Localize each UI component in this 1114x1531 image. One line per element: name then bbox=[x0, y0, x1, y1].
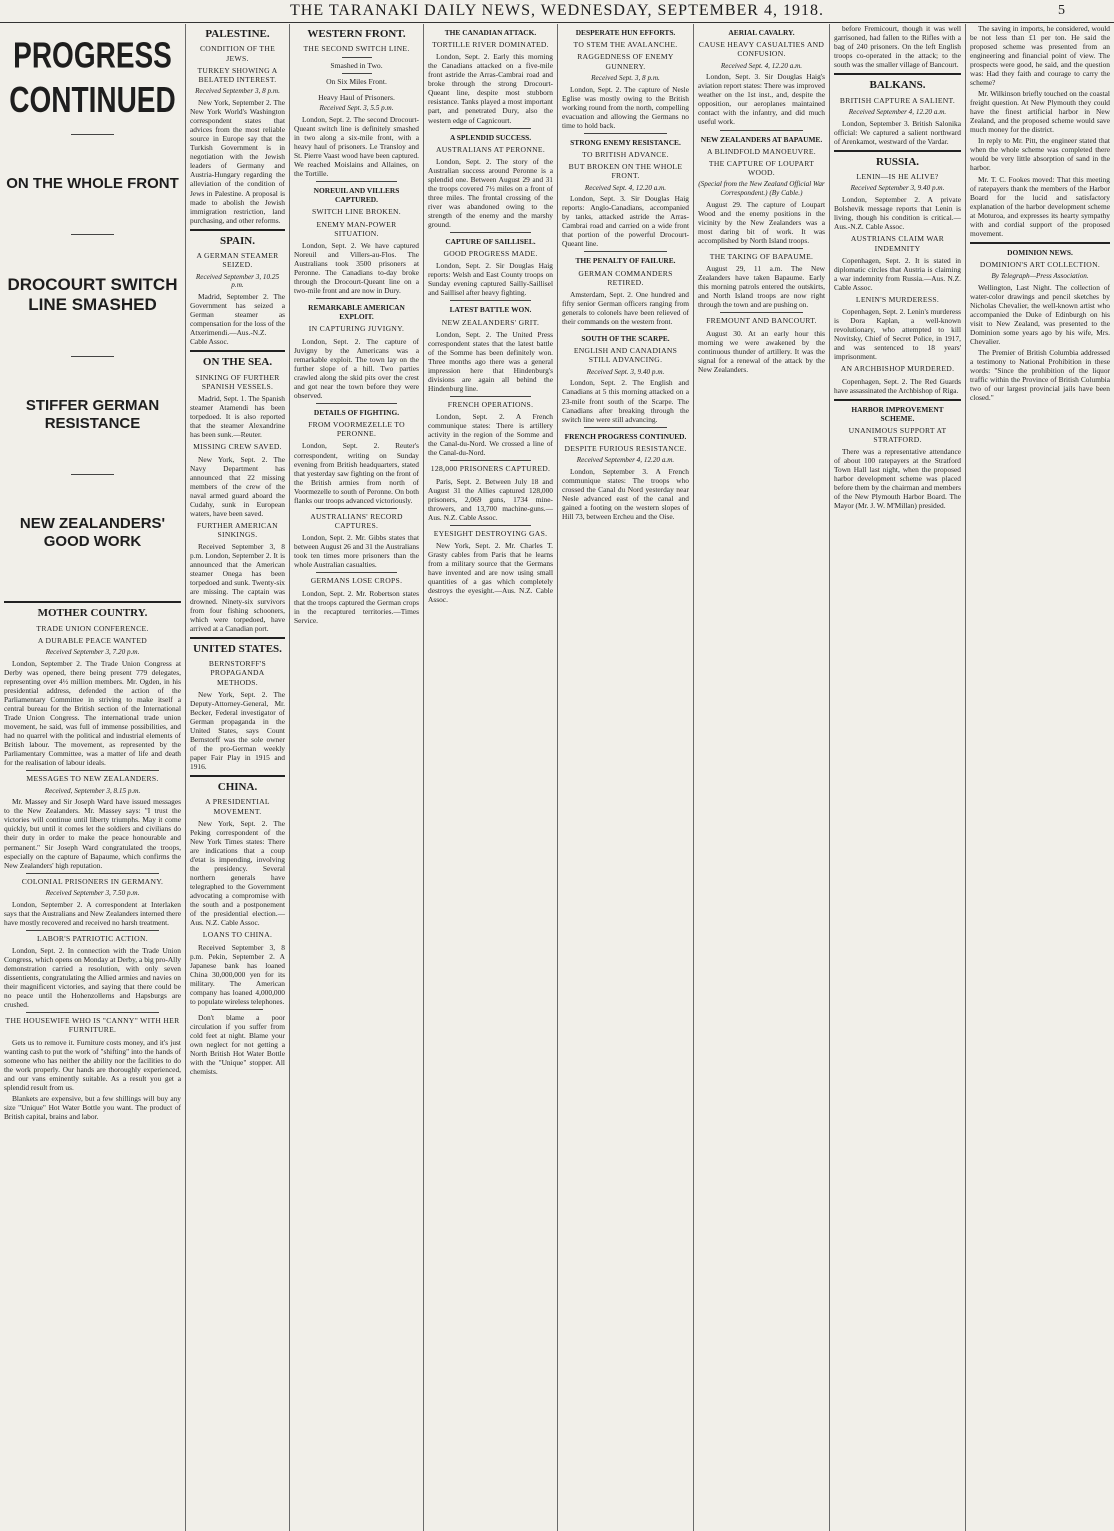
subheading: LENIN'S MURDERESS. bbox=[855, 294, 940, 304]
article-text: London, Sept. 2. Sir Douglas Haig reports: Welsh and East County troops on Sunday evening captured Sailly-Saillisel and Saillisel after heavy fighting. bbox=[428, 261, 553, 298]
section-heading: THE PENALTY OF FAILURE. bbox=[575, 256, 676, 266]
dateline: Received September 3, 10.25 p.m. bbox=[195, 272, 280, 290]
column-2 bbox=[186, 24, 290, 1531]
article-text: London, Sept. 2. The United Press correspondent states that the latest battle of the Somme has been definitely won. Three months ago there was a general impression here that Hindenburg's divisions are again all behind the Hindenburg line. bbox=[428, 329, 553, 393]
advert-text: Gets us to remove it. Furniture costs money, and it's just wanting cash to put the work of "shifting" into the hands of someone who has neither the ability nor the facilities to do the work properly. Our hands are thoroughly experienced, and our vans eminently suitable. As a result you get a splendid result from us. bbox=[4, 1037, 181, 1092]
dateline: Received September 3, 7.50 p.m. bbox=[45, 888, 140, 897]
subheading: A PRESIDENTIAL MOVEMENT. bbox=[205, 797, 270, 816]
section-heading: THE CANADIAN ATTACK. bbox=[444, 28, 537, 37]
article-text: London, Sept. 2. The second Drocourt-Queant switch line is definitely smashed in two along a six-mile front, with a heavy haul of prisoners. Le Transloy and St. Pierre Vaast wood have been captured. We reached Moislains and Allaines, on the Tortille. bbox=[294, 115, 419, 179]
column-1 bbox=[0, 24, 186, 1531]
subheading: BERNSTORFF'S PROPAGANDA METHODS. bbox=[208, 659, 267, 687]
section-heading: CHINA. bbox=[217, 781, 258, 794]
article-text: Received September 3, 8 p.m. Pekin, September 2. A Japanese bank has loaned China 30,000,000 yen for its military. The American company has loaned 4,000,000 to populate wireless telephones. bbox=[190, 942, 285, 1006]
dateline: By Telegraph—Press Association. bbox=[991, 272, 1089, 280]
article-text: London, Sept. 3. Sir Douglas Haig reports: Anglo-Canadians, accompanied by tanks, attacked astride the Arras-Cambrai road and carried on a wide front that portion of the powerful Drocourt-Queant line. bbox=[562, 194, 689, 249]
lead-headline-new-zealanders: NEW ZEALANDERS' GOOD WORK bbox=[19, 514, 166, 550]
section-heading: LATEST BATTLE WON. bbox=[449, 305, 532, 315]
article-text: London, Sept. 2. The English and Canadians at 5 this morning attacked on a 23-mile front south of the Scarpe. The Canadians after breaking through the switch line were still advancing. bbox=[562, 378, 689, 424]
subheading: GERMAN COMMANDERS RETIRED. bbox=[578, 268, 673, 287]
subheading: COLONIAL PRISONERS IN GERMANY. bbox=[21, 876, 164, 886]
subheading: DESPITE FURIOUS RESISTANCE. bbox=[564, 443, 687, 453]
column-4 bbox=[424, 24, 558, 1531]
article-text: New York, September 2. The New York World's Washington correspondent states that advices from the most reliable source in Europe say that the Turkish Government is in negotiation with the Jewish leaders of Germany and Austria-Hungary regarding the alleviation of the condition of Jews in Palestine. A proposal is made to abolish the Jewish immigration restriction, land purchasing, and other reforms. bbox=[190, 98, 285, 225]
dateline: Received Sept. 4, 12.20 a.m. bbox=[720, 61, 803, 70]
article-text: New York, Sept. 2. The Peking correspondent of the New York Times states: There are indications that a coup d'etat is impending, involving the presidency. Several northern generals have telegraphed to the Government advocating a compromise with the south and a postponement of the presidential election.—Aus. N.Z. Cable Assoc. bbox=[190, 818, 285, 928]
section-heading: DOMINION NEWS. bbox=[1007, 247, 1073, 257]
subheading: AUSTRALIANS AT PERONNE. bbox=[435, 144, 546, 154]
lead-headline-switch-line: DROCOURT SWITCH LINE SMASHED bbox=[7, 274, 178, 315]
advert-text: Blankets are expensive, but a few shillings will buy any size "Unique" Hot Water Bottle you want. The product of British capital, brains and labor. bbox=[4, 1093, 181, 1121]
section-heading: ON THE SEA. bbox=[202, 356, 273, 369]
article-text: London, Sept. 2. Mr. Gibbs states that between August 26 and 31 the Australians took ten times more prisoners than the whole Australian casualties. bbox=[294, 533, 419, 570]
dateline: Received Sept. 3, 5.5 p.m. bbox=[319, 104, 394, 113]
article-text: London, Sept. 2. Mr. Robertson states that the troops captured the German crops in the recaptured territories.—Times Service. bbox=[294, 588, 419, 625]
subheading: EYESIGHT DESTROYING GAS. bbox=[433, 528, 548, 538]
subheading: 128,000 PRISONERS CAPTURED. bbox=[430, 464, 551, 474]
article-text: London, Sept. 2. The capture of Nesle Eglise was mostly owing to the British working round from the north, compelling evacuation and allowing the Germans no time to hold back. bbox=[562, 84, 689, 130]
article-text: London, September 2. A correspondent at Interlaken says that the Australians and New Zealanders interned there have mostly recovered and received no harsh treatment. bbox=[4, 899, 181, 927]
subheading: On Six Miles Front. bbox=[326, 76, 387, 86]
column-8 bbox=[966, 24, 1114, 1531]
article-text: London, Sept. 2. Early this morning the Canadians attacked on a five-mile front astride the Arras-Cambrai road and broke through the strong Drocourt-Queant line, despite most stubborn resistance. Tanks played a most important part, and penetrated Dury, also the western edge of Cagnicourt. bbox=[428, 52, 553, 125]
section-heading: CAPTURE OF SAILLISEL. bbox=[445, 237, 536, 247]
subheading: BRITISH CAPTURE A SALIENT. bbox=[839, 95, 956, 105]
section-heading: FRENCH PROGRESS CONTINUED. bbox=[564, 431, 687, 441]
lead-headline-whole-front: ON THE WHOLE FRONT bbox=[6, 175, 179, 193]
subheading: ENGLISH AND CANADIANS STILL ADVANCING. bbox=[573, 346, 678, 365]
section-heading: STRONG ENEMY RESISTANCE. bbox=[570, 137, 681, 147]
section-heading: MOTHER COUNTRY. bbox=[37, 607, 148, 620]
section-heading: NOREUIL AND VILLERS CAPTURED. bbox=[313, 186, 400, 205]
article-text: Amsterdam, Sept. 2. One hundred and fifty senior German officers ranging from generals to colonels have been relieved of their commands on the western front. bbox=[562, 290, 689, 327]
section-heading: REMARKABLE AMERICAN EXPLOIT. bbox=[308, 303, 405, 322]
article-text: August 30. At an early hour this morning we were awakened by the continuous thunder of artillery. It was the signal for a renewal of the attack by the New Zealanders. bbox=[698, 328, 825, 374]
dateline: Received Sept. 3, 8 p.m. bbox=[591, 73, 660, 82]
section-heading: SOUTH OF THE SCARPE. bbox=[581, 334, 670, 344]
dateline: Received Sept. 3, 9.40 p.m. bbox=[586, 367, 665, 376]
article-text: New York, Sept. 2. The Deputy-Attorney-General, Mr. Becker, Federal investigator of German propaganda in the United States, says Count Bernstorff was the sole owner of the pro-German weekly paper Fair Play in 1915 and 1916. bbox=[190, 689, 285, 772]
lead-headline-resistance: STIFFER GERMAN RESISTANCE bbox=[25, 397, 160, 433]
subheading: TORTILLE RIVER DOMINATED. bbox=[432, 40, 549, 50]
article-text: London, September 2. A private Bolshevik message reports that Lenin is living, though his condition is critical.—Aus.-N.Z. Cable Assoc. bbox=[834, 195, 961, 232]
subheading: A GERMAN STEAMER SEIZED. bbox=[196, 251, 279, 270]
article-text: August 29, 11 a.m. The New Zealanders have taken Bapaume. Early this morning patrols entered the outskirts, and North Island troops are now right through the town and are pushing on. bbox=[698, 264, 825, 310]
subheading: Smashed in Two. bbox=[330, 60, 383, 70]
subheading: GERMANS LOSE CROPS. bbox=[310, 576, 403, 586]
dateline: Received September 4, 12.20 a.m. bbox=[848, 107, 947, 116]
subheading: MISSING CREW SAVED. bbox=[193, 442, 282, 452]
subheading: GOOD PROGRESS MADE. bbox=[443, 249, 538, 259]
article-text: In reply to Mr. Pitt, the engineer stated that when the whole scheme was completed there would be very little absorption of sand in the harbor. bbox=[970, 136, 1110, 173]
subheading: ENEMY MAN-POWER SITUATION. bbox=[316, 219, 397, 238]
article-text: August 29. The capture of Loupart Wood and the enemy positions in the vicinity by the New Zealanders was a most daring bit of work. It was accomplished by North Island troops. bbox=[698, 199, 825, 245]
article-text: Copenhagen, Sept. 2. Lenin's murderess is Dora Kaplan, a well-known revolutionary, who attempted to kill Novitsky, Chief of Secret Police, in 1917, and was sentenced to 18 years' imprisonment. bbox=[834, 307, 961, 362]
column-5 bbox=[558, 24, 694, 1531]
subheading: SWITCH LINE BROKEN. bbox=[311, 207, 401, 217]
advert-text: Don't blame a poor circulation if you suffer from cold feet at night. Blame your own neglect for not getting a North British Hot Water Bottle with the "Unique" stopper. All chemists. bbox=[190, 1012, 285, 1076]
subheading: IN CAPTURING JUVIGNY. bbox=[308, 324, 405, 334]
section-heading: DESPERATE HUN EFFORTS. bbox=[575, 28, 676, 37]
article-text: Mr. Massey and Sir Joseph Ward have issued messages to the New Zealanders. Mr. Massey says: "I trust the victories will continue until liberty triumphs. May it come quickly, but until it comes let the soldiers and civilians do their duty in order to make the peace honourable and permanent." Sir Joseph Ward congratulated the troops, especially on the capture of Bapaume, which confirms the New Zealanders' high reputation. bbox=[4, 797, 181, 870]
subheading: A BLINDFOLD MANOEUVRE. bbox=[707, 146, 816, 156]
subheading: A DURABLE PEACE WANTED bbox=[37, 635, 148, 645]
lead-headline-progress: PROGRESS CONTINUED bbox=[9, 35, 176, 120]
section-heading: PALESTINE. bbox=[205, 28, 270, 40]
dateline: Received September 4, 12.20 a.m. bbox=[576, 455, 675, 464]
article-text: London, September 3. British Salonika official: We captured a salient northward of Arenkamot, westward of the Vardar. bbox=[834, 118, 961, 146]
subheading: SINKING OF FURTHER SPANISH VESSELS. bbox=[195, 372, 280, 391]
subheading: Heavy Haul of Prisoners. bbox=[318, 93, 395, 103]
subheading: THE HOUSEWIFE WHO IS "CANNY" WITH HER FURNITURE. bbox=[5, 1016, 180, 1035]
subheading: BUT BROKEN ON THE WHOLE FRONT. bbox=[568, 162, 683, 181]
dateline: (Special from the New Zealand Official War Correspondent.) (By Cable.) bbox=[698, 180, 825, 198]
article-text: Madrid, September 2. The Government has seized a German steamer as compensation for the loss of the Atxerimendi.—Aus.-N.Z. Cable Assoc. bbox=[190, 292, 285, 347]
section-heading: NEW ZEALANDERS AT BAPAUME. bbox=[700, 134, 823, 144]
subheading: FRENCH OPERATIONS. bbox=[447, 399, 534, 409]
article-text: Received September 3, 8 p.m. London, September 2. It is announced that the American steamer Onega has been torpedoed and sunk. Twenty-six are missing. The captain was drowned. Ninety-six survivors from four fishing schooners, which were torpedoed, have arrived at a Canadian port. bbox=[190, 542, 285, 633]
masthead bbox=[0, 0, 1114, 23]
subheading: AUSTRIANS CLAIM WAR INDEMNITY bbox=[850, 234, 945, 253]
subheading: CAUSE HEAVY CASUALTIES AND CONFUSION. bbox=[698, 40, 825, 59]
section-heading: SPAIN. bbox=[220, 234, 255, 247]
article-text: London, Sept. 3. Sir Douglas Haig's aviation report states: There was improved weather on the 1st inst., and, despite the opposition, our aeroplanes maintained contact with the infantry, and did much useful work. bbox=[698, 72, 825, 127]
subheading: TRADE UNION CONFERENCE. bbox=[36, 623, 149, 633]
dateline: Received September 3, 8 p.m. bbox=[195, 87, 280, 96]
article-text: New York, Sept. 2. Mr. Charles T. Grasty cables from Paris that he learns from a military source that the Germans have invented and are now using small quantities of a gas which completely destroys the eyesight.—Aus. N.Z. Cable Assoc. bbox=[428, 541, 553, 605]
section-heading: BALKANS. bbox=[869, 79, 926, 92]
subheading: TO BRITISH ADVANCE. bbox=[582, 149, 669, 159]
section-heading: A SPLENDID SUCCESS. bbox=[449, 132, 532, 142]
article-text: before Fremicourt, though it was well garrisoned, had fallen to the Rifles with a bag of 240 prisoners. On the left English troops co-operated in the attack; to the south was the smaller village of Bancourt. bbox=[834, 24, 961, 70]
article-text: London, Sept. 2. The story of the Australian success around Peronne is a splendid one. Between August 29 and 31 the troops covered 7½ miles on a front of three miles. The frontal crossing of the river was abandoned owing to the strength of the enemy and the marshy ground. bbox=[428, 156, 553, 230]
subheading: TO STEM THE AVALANCHE. bbox=[573, 40, 678, 50]
subheading: CONDITION OF THE JEWS. bbox=[199, 44, 276, 63]
subheading: AUSTRALIANS' RECORD CAPTURES. bbox=[310, 511, 403, 530]
section-heading: DETAILS OF FIGHTING. bbox=[313, 407, 400, 417]
subheading: THE SECOND SWITCH LINE. bbox=[303, 44, 410, 54]
article-text: Copenhagen, Sept. 2. The Red Guards have assassinated the Archbishop of Riga. bbox=[834, 376, 961, 395]
section-heading: RUSSIA. bbox=[875, 155, 920, 168]
article-text: Wellington, Last Night. The collection of water-color drawings and pencil sketches by Nicholas Chevalier, the well-known artist who accompanied the Duke of Edinburgh on his visit to New Zealand, was presented to the Dominion some years ago by his wife, Mrs. Chevalier. bbox=[970, 282, 1110, 346]
subheading: NEW ZEALANDERS' GRIT. bbox=[441, 317, 540, 327]
article-text: There was a representative attendance of about 100 ratepayers at the Stratford Town Hall last night, when the proposed harbor development scheme was placed before them by the chairman and members of the New Plymouth Harbor Board. The Mayor (Mr. J. W. M'Millan) presided. bbox=[834, 447, 961, 511]
dateline: Received, September 3, 8.15 p.m. bbox=[44, 786, 141, 795]
dateline: Received Sept. 4, 12.20 a.m. bbox=[584, 183, 667, 192]
article-text: Mr. Wilkinson briefly touched on the coastal freight question. At New Plymouth they could have the finest artificial harbor in New Zealand, and the proposed scheme would save much money for the district. bbox=[970, 89, 1110, 135]
subheading: TURKEY SHOWING A BELATED INTEREST. bbox=[197, 65, 278, 85]
section-heading: WESTERN FRONT. bbox=[307, 28, 406, 40]
section-heading: UNITED STATES. bbox=[193, 642, 282, 655]
article-text: London, Sept. 2. The capture of Juvigny by the Americans was a remarkable exploit. The town lay on the further slope of a hill. Two parties crawled along the skid pits over the crest and got near the town before they were observed. bbox=[294, 336, 419, 400]
article-text: The Premier of British Columbia addressed a testimony to National Prohibition in these words: "Since the prohibition of the liquor traffic within the Province of British Columbia two of our largest provincial jails have been closed." bbox=[970, 348, 1110, 403]
article-text: London, September 3. A French communique states: The troops who crossed the Canal du Nord yesterday near Nesle advanced east of the canal and gained a footing on the western slopes of Hill 73, between Ercheu and the Oise. bbox=[562, 466, 689, 521]
section-heading: AERIAL CAVALRY. bbox=[728, 28, 795, 37]
article-text: Madrid, Sept. 1. The Spanish steamer Atamendi has been torpedoed. It is also reported that the steamer Alexandrine has been sunk.—Reuter. bbox=[190, 394, 285, 440]
subheading: THE TAKING OF BAPAUME. bbox=[709, 252, 814, 261]
article-text: New York, Sept. 2. The Navy Department has announced that 22 missing members of the crew of the naval armed guard aboard the Cudahy, sunk in European waters, have been saved. bbox=[190, 454, 285, 518]
subheading: DOMINION'S ART COLLECTION. bbox=[979, 259, 1101, 269]
article-text: Mr. T. C. Fookes moved: That this meeting of ratepayers thank the members of the Harbor Board for the lucid and satisfactory explanation of the harbor development scheme at Moturoa, and expresses its hearty sympathy with and cordial support of the proposed movement. bbox=[970, 174, 1110, 238]
article-text: London, Sept. 2. A French communique states: There is artillery activity in the region of the Somme and the Canal-du-Nord. We crossed a line of the Canal-du-Nord. bbox=[428, 412, 553, 458]
subheading: FREMOUNT AND BANCOURT. bbox=[706, 316, 817, 326]
page-number: 5 bbox=[1058, 3, 1066, 18]
dateline: Received September 3, 9.40 p.m. bbox=[850, 184, 945, 193]
article-text: Copenhagen, Sept. 2. It is stated in diplomatic circles that Austria is claiming a war indemnity from Russia.—Aus. N.Z. Cable Assoc. bbox=[834, 255, 961, 292]
subheading: FURTHER AMERICAN SINKINGS. bbox=[197, 520, 278, 540]
subheading: RAGGEDNESS OF ENEMY GUNNERY. bbox=[577, 52, 674, 71]
section-heading: HARBOR IMPROVEMENT SCHEME. bbox=[851, 404, 944, 423]
dateline: Received September 3, 7.20 p.m. bbox=[45, 648, 140, 657]
subheading: THE CAPTURE OF LOUPART WOOD. bbox=[708, 158, 815, 178]
subheading: LOANS TO CHINA. bbox=[202, 930, 273, 940]
column-3 bbox=[290, 24, 424, 1531]
article-text: The saving in imports, he considered, would be not less than £1 per ton. He said the proposed scheme was presented from an engineering and financial point of view. The prospects were good, he said, and the question was: Had they faith and courage to carry the scheme? bbox=[970, 24, 1110, 88]
subheading: LABOR'S PATRIOTIC ACTION. bbox=[37, 933, 148, 943]
subheading: AN ARCHBISHOP MURDERED. bbox=[840, 364, 955, 374]
article-text: London, Sept. 2. In connection with the Trade Union Congress, which opens on Monday at Derby, a big pro-Ally demonstration carried a resolution, with only seven dissentients, congratulating the Allied armies and navies on their magnificent victories, and saying that there could be no peace until the Hohenzollerns and Hapsburgs are crushed. bbox=[4, 945, 181, 1010]
subheading: UNANIMOUS SUPPORT AT STRATFORD. bbox=[848, 425, 947, 444]
subheading: MESSAGES TO NEW ZEALANDERS. bbox=[26, 774, 159, 784]
article-text: London, September 2. The Trade Union Congress at Derby was opened, there being present 779 delegates, representing over 4½ million members. Mr. Ogden, in his presidential address, defended the action of the Parliamentary Committee in striving to make itself a central bureau for the British section of the International Trade Union Congress. The international trade union movement, he said, was full of immense possibilities, and had no quarrel with the political and industrial elements of British labour. The movement, as represented by the Parliamentary Committee, was a matter of life and death for the realisation of labour ideals. bbox=[4, 658, 181, 768]
subheading: LENIN—IS HE ALIVE? bbox=[856, 172, 939, 182]
article-text: London, Sept. 2. Reuter's correspondent, writing on Sunday evening from British headquarters, stated that yesterday saw fighting on the front of the British armies from north of Voormezelle to south of Peronne. On both flanks our troops advanced victoriously. bbox=[294, 441, 419, 505]
subheading: FROM VOORMEZELLE TO PERONNE. bbox=[308, 419, 405, 439]
column-6 bbox=[694, 24, 830, 1531]
article-text: Paris, Sept. 2. Between July 18 and August 31 the Allies captured 128,000 prisoners, 2,069 guns, 1734 mine-throwers, and 13,700 machine-guns.—Aus. N.Z. Cable Assoc. bbox=[428, 476, 553, 522]
masthead-text: THE TARANAKI DAILY NEWS, WEDNESDAY, SEPTEMBER 4, 1918. bbox=[290, 2, 824, 19]
article-text: London, Sept. 2. We have captured Noreuil and Villers-au-Flos. The Australians took 3500 prisoners at Peronne. The Canadians to-day broke through the Drocourt-Queant line on a two-mile front and are now in Dury. bbox=[294, 241, 419, 296]
column-7 bbox=[830, 24, 966, 1531]
